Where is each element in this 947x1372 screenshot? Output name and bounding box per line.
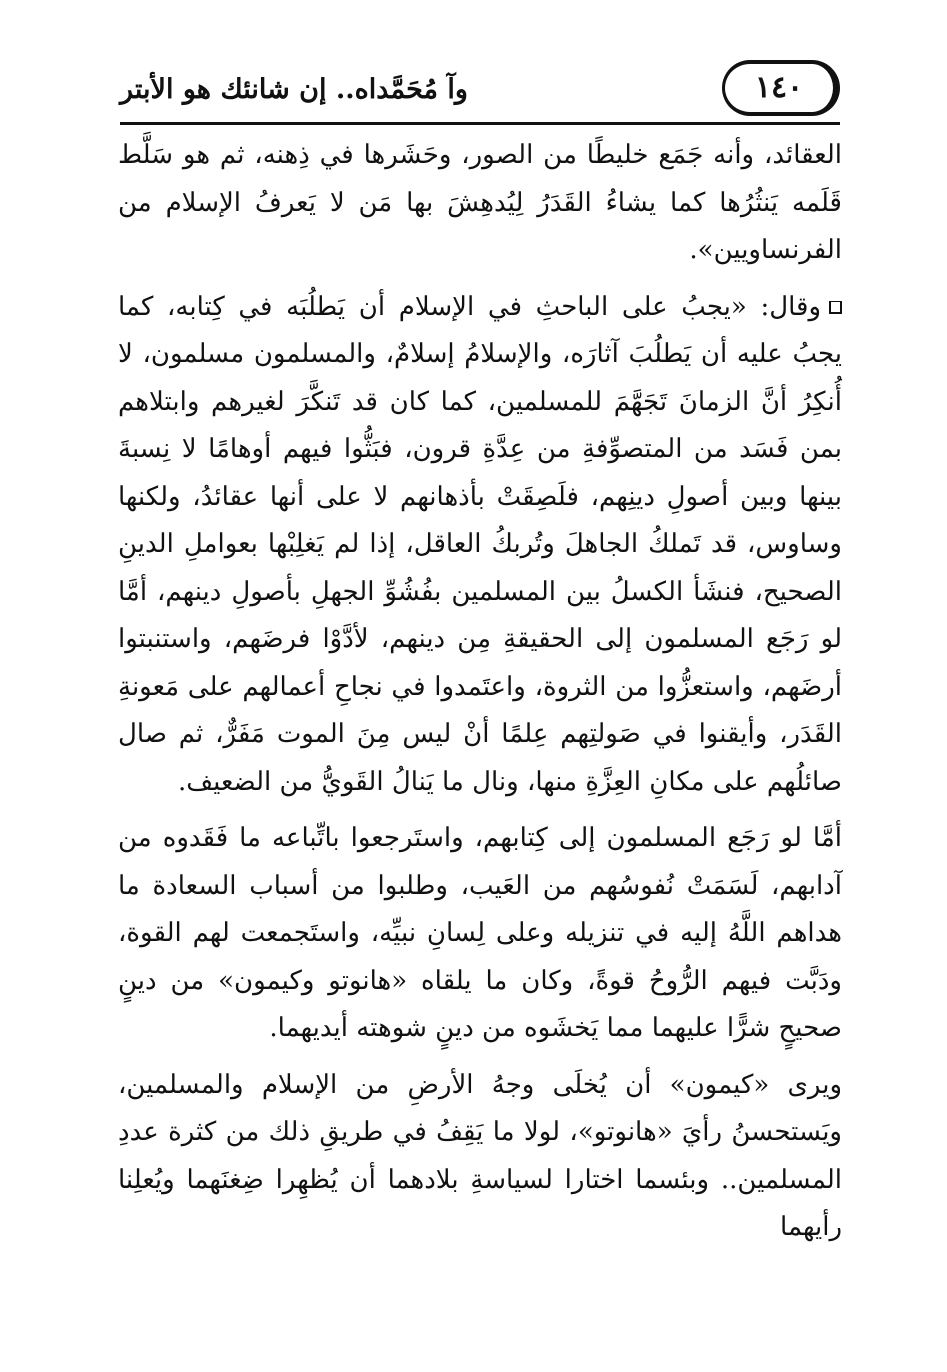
paragraph — [118, 284, 842, 807]
paragraph — [118, 1062, 842, 1252]
body-text — [118, 132, 842, 1362]
paragraph-text: أمَّا لو رَجَع المسلمون إلى كِتابهم، واستَرجعوا باتِّباعه ما فَقَدوه من آدابهم، لَسَمَتْ نُفوسُهم من العَيب، وطلبوا من أسباب السعادة ما هداهم اللَّهُ إليه في تنزيله وعلى لِسانِ نبيِّه، واستَجمعت لهم القوة، ودَبَّت فيهم الرُّوحُ قوةً، وكان ما يلقاه «هانوتو وكيمون» من دينٍ صحيحٍ شرًّا عليهما مما يَخشَوه من دينٍ شوهته أيديهما. — [118, 823, 842, 1043]
paragraph — [118, 815, 842, 1053]
page-header — [120, 60, 840, 122]
page-number: ١٤٠ — [754, 70, 804, 105]
section-marker-icon — [829, 301, 842, 314]
paragraph-text: العقائد، وأنه جَمَع خليطًا من الصور، وحَشَرها في ذِهنه، ثم هو سَلَّط قَلَمه يَنثُرُها كما يشاءُ القَدَرُ لِيُدهِشَ بها مَن لا يَعرفُ الإسلام من الفرنساويين». — [118, 140, 842, 265]
header-rule — [120, 122, 840, 125]
paragraph — [118, 132, 842, 275]
paragraph-text: ويرى «كيمون» أن يُخلَى وجهُ الأرضِ من الإسلام والمسلمين، ويَستحسنُ رأيَ «هانوتو»، لولا ما يَقِفُ في طريقِ ذلك من كثرة عددِ المسلمين.. وبئسما اختارا لسياسةِ بلادهما أن يُظهِرا ضِغنَهما ويُعلِنا رأيهما — [118, 1069, 842, 1242]
running-title: وآ مُحَمَّداه.. إن شانئك هو الأبتر — [120, 74, 468, 105]
page-number-badge — [722, 60, 840, 116]
paragraph-text: وقال: «يجبُ على الباحثِ في الإسلام أن يَطلُبَه في كِتابه، كما يجبُ عليه أن يَطلُبَ آثارَه، والإسلامُ إسلامٌ، والمسلمون مسلمون، لا أُنكِرُ أنَّ الزمانَ تَجَهَّمَ للمسلمين، كما كان قد تَنكَّرَ لغيرهم وابتلاهم بمن فَسَد من المتصوِّفةِ من عِدَّةِ قرون، فبَثُّوا فيهم أوهامًا لا نِسبةَ بينها وبين أصولِ دينِهم، فلَصِقَتْ بأذهانهم لا على أنها عقائدُ، ولكنها وساوس، قد تَملكُ الجاهلَ وتُربكُ العاقل، إذا لم يَغلِبْها بعواملِ الدينِ الصحيح، فنشَأ الكسلُ بين المسلمين بفُشُوِّ الجهلِ بأصولِ دينهم، أمَّا لو رَجَع المسلمون إلى الحقيقةِ مِن دينهم، لأدَّوْا فرضَهم، واستنبتوا أرضَهم، واستعزُّوا من الثروة، واعتَمدوا في نجاحِ أعمالهم على مَعونةِ القَدَر، وأيقنوا في صَولتِهم عِلمًا أنْ ليس مِنَ الموت مَفَرٌّ، ثم صال صائلُهم على مكانِ العِزَّةِ منها، ونال ما يَنالُ القَويُّ من الضعيف. — [118, 291, 842, 797]
